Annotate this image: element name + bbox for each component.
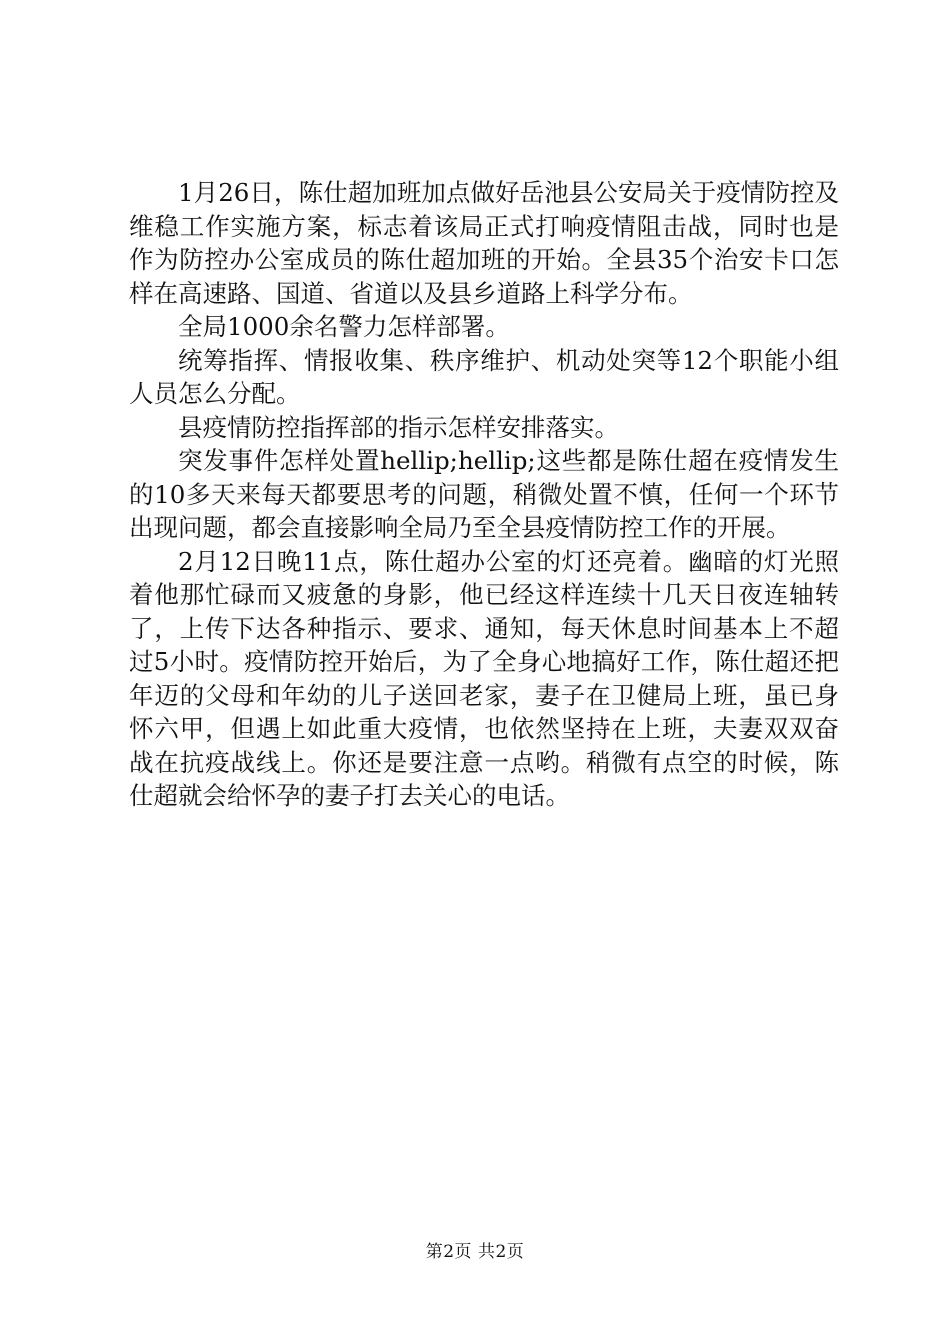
paragraph: 2月12日晚11点，陈仕超办公室的灯还亮着。幽暗的灯光照着他那忙碌而又疲惫的身影，他已经这样连续十几天日夜连轴转了，上传下达各种指示、要求、通知，每天休息时间基本上不超过5小时。疫情防控开始后，为了全身心地搞好工作，陈仕超还把年迈的父母和年幼的儿子送回老家，妻子在卫健局上班，虽已身怀六甲，但遇上如此重大疫情，也依然坚持在上班，夫妻双双奋战在抗疫战线上。你还是要注意一点哟。稍微有点空的时候，陈仕超就会给怀孕的妻子打去关心的电话。: [129, 546, 839, 810]
paragraph: 1月26日，陈仕超加班加点做好岳池县公安局关于疫情防控及维稳工作实施方案，标志着该局正式打响疫情阻击战，同时也是作为防控办公室成员的陈仕超加班的开始。全县35个治安卡口怎样在高速路、国道、省道以及县乡道路上科学分布。: [129, 178, 839, 308]
page-number-label: 第2页 共2页: [425, 1242, 525, 1262]
document-body: [129, 176, 839, 813]
paragraph: 全局1000余名警力怎样部署。: [178, 312, 510, 341]
page-footer: [0, 1240, 950, 1264]
paragraph: 县疫情防控指挥部的指示怎样安排落实。: [178, 412, 619, 442]
paragraph: 统筹指挥、情报收集、秩序维护、机动处突等12个职能小组人员怎么分配。: [129, 345, 839, 408]
paragraph: 突发事件怎样处置hellip;hellip;这些都是陈仕超在疫情发生的10多天来每天都要思考的问题，稍微处置不慎，任何一个环节出现问题，都会直接影响全局乃至全县疫情防控工作的开展。: [129, 446, 839, 542]
